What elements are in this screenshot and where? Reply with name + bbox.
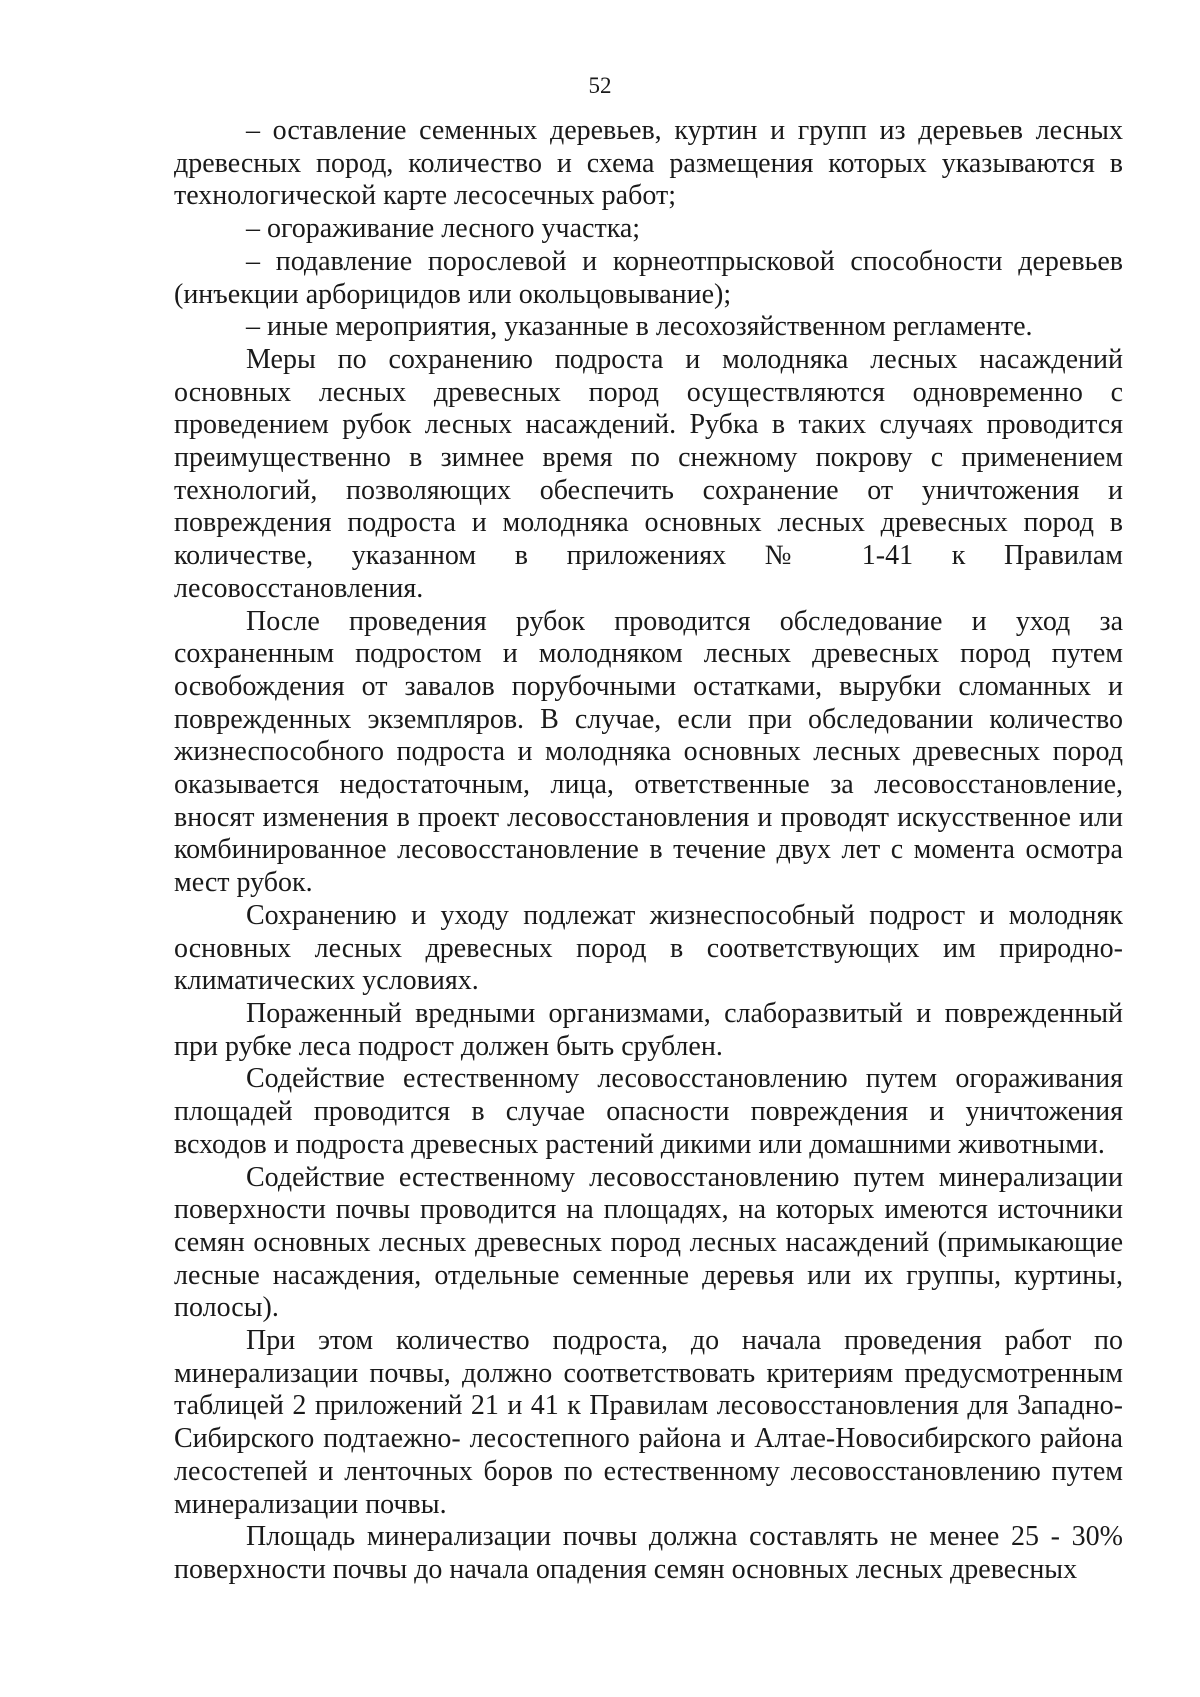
- page-number: 52: [588, 73, 612, 98]
- document-body: [174, 115, 1123, 1587]
- paragraph-fencing-assistance: Содействие естественному лесовосстановлению путем огораживания площадей проводится в случае опасности повреждения и уничтожения всходов и подроста древесных растений дикими или домашними животными.: [174, 1063, 1123, 1160]
- paragraph-mineralization-assistance: Содействие естественному лесовосстановлению путем минерализации поверхности почвы проводится на площадях, на которых имеются источники семян основных лесных древесных пород лесных насаждений (примыкающие лесные насаждения, отдельные семенные деревья или их группы, куртины, полосы).: [174, 1161, 1123, 1324]
- paragraph-damaged-undergrowth: Пораженный вредными организмами, слаборазвитый и поврежденный при рубке леса подрост должен быть срублен.: [174, 997, 1123, 1062]
- paragraph-preservation-measures: Меры по сохранению подроста и молодняка лесных насаждений основных лесных древесных пород осуществляются одновременно с проведением рубок лесных насаждений. Рубка в таких случаях проводится преимущественно в зимнее время по снежному покрову с применением технологий, позволяющих обеспечить сохранение от уничтожения и повреждения подроста и молодняка основных лесных древесных пород в количестве, указанном в приложениях № 1-41 к Правилам лесовосстановления.: [174, 343, 1123, 604]
- paragraph-post-felling-care: После проведения рубок проводится обследование и уход за сохраненным подростом и молодняком лесных древесных пород путем освобождения от завалов порубочными остатками, вырубки сломанных и поврежденных экземпляров. В случае, если при обследовании количество жизнеспособного подроста и молодняка основных лесных древесных пород оказывается недостаточным, лица, ответственные за лесовосстановление, вносят изменения в проект лесовосстановления и проводят искусственное или комбинированное лесовосстановление в течение двух лет с момента осмотра мест рубок.: [174, 605, 1123, 899]
- paragraph-suppression: – подавление порослевой и корнеотпрысковой способности деревьев (инъекции арборицидов или окольцовывание);: [174, 245, 1123, 310]
- paragraph-fencing: – огораживание лесного участка;: [246, 213, 641, 245]
- paragraph-seed-trees: – оставление семенных деревьев, куртин и групп из деревьев лесных древесных пород, количество и схема размещения которых указываются в технологической карте лесосечных работ;: [174, 115, 1123, 212]
- paragraph-mineralization-area: Площадь минерализации почвы должна составлять не менее 25 - 30% поверхности почвы до начала опадения семян основных лесных древесных: [174, 1521, 1123, 1585]
- paragraph-viable-undergrowth: Сохранению и уходу подлежат жизнеспособный подрост и молодняк основных лесных древесных пород в соответствующих им природно-климатических условиях.: [174, 899, 1123, 997]
- paragraph-other-measures: – иные мероприятия, указанные в лесохозяйственном регламенте.: [246, 311, 1033, 343]
- paragraph-undergrowth-criteria: При этом количество подроста, до начала проведения работ по минерализации почвы, должно соответствовать критериям предусмотренным таблицей 2 приложений 21 и 41 к Правилам лесовосстановления для Западно-Сибирского подтаежно- лесостепного района и Алтае-Новосибирского района лесостепей и ленточных боров по естественному лесовосстановлению путем минерализации почвы.: [174, 1325, 1123, 1520]
